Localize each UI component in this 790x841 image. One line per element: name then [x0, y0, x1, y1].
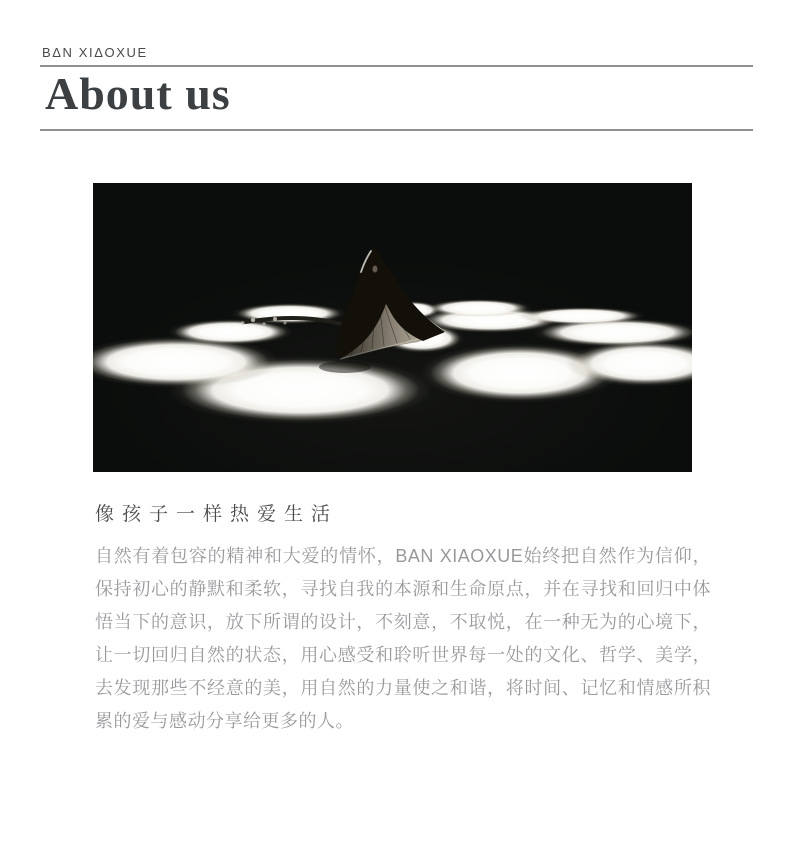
header-divider-bottom — [40, 129, 753, 131]
brand-logo[interactable]: BΔN XIΔOXUE — [42, 45, 148, 60]
page-title: About us — [45, 68, 231, 119]
about-section-heading: 像孩子一样热爱生活 — [95, 504, 339, 525]
dancer-figure-illustration — [93, 183, 692, 472]
header-divider-top — [40, 65, 753, 67]
hero-photo — [93, 183, 692, 472]
about-paragraph: 自然有着包容的精神和大爱的情怀，BAN XIAOXUE始终把自然作为信仰，保持初心的静默和柔软，寻找自我的本源和生命原点，并在寻找和回归中体悟当下的意识，放下所谓的设计，不刻意，不取悦，在一种无为的心境下，让一切回归自然的状态，用心感受和聆听世界每一处的文化、哲学、美学，去发现那些不经意的美，用自然的力量使之和谐，将时间、记忆和情感所积累的爱与感动分享给更多的人。 — [95, 546, 711, 731]
